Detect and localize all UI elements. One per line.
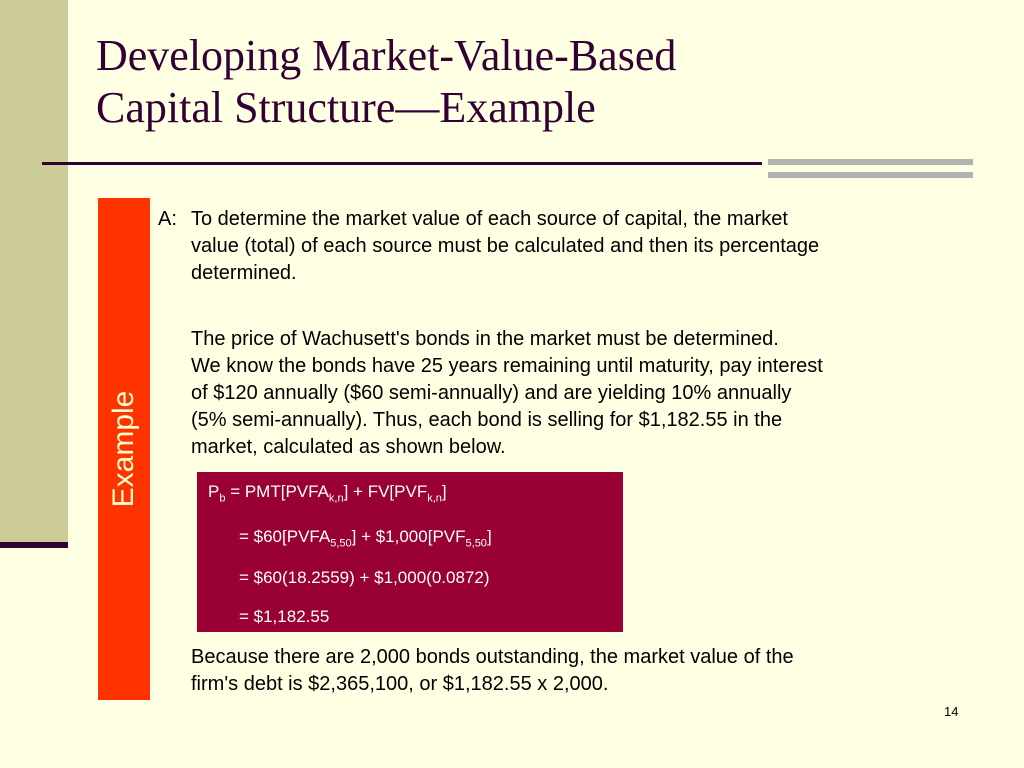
formula-line-1-end: ] (441, 482, 447, 501)
bond-price-formula-box (197, 472, 623, 632)
paragraph-b-line-1: The price of Wachusett's bonds in the market must be determined. (191, 328, 779, 350)
decorative-bar-top (768, 159, 973, 165)
title-rule (42, 162, 762, 165)
title-line-2: Capital Structure—Example (96, 83, 596, 132)
formula-line-1-sub-1: k,n (328, 492, 344, 505)
title-line-1: Developing Market-Value-Based (96, 31, 677, 80)
formula-line-1-eq: = PMT[PVFA (225, 482, 329, 501)
decorative-bar-bottom (768, 172, 973, 178)
paragraph-b-line-4: (5% semi-annually). Thus, each bond is selling for $1,182.55 in the (191, 409, 783, 431)
formula-line-2-sub-1: 5,50 (330, 537, 352, 550)
example-side-tab (98, 198, 150, 700)
formula-p-subscript: b (219, 492, 226, 505)
paragraph-a-line-1: To determine the market value of each source of capital, the market (191, 208, 788, 230)
formula-line-4: = $1,182.55 (239, 607, 330, 626)
sidebar-bar (0, 0, 68, 542)
paragraph-a-line-2: value (total) of each source must be calculated and then its percentage (191, 235, 820, 257)
formula-line-1-sub-2: k,n (427, 492, 442, 505)
formula-line-2-end: ] (486, 527, 492, 546)
paragraph-b-line-2: We know the bonds have 25 years remaining until maturity, pay interest (191, 355, 823, 377)
formula-line-1-mid: ] + FV[PVF (343, 482, 428, 501)
formula-p: P (208, 482, 220, 501)
page-number: 14 (944, 704, 959, 719)
paragraph-a-line-3: determined. (191, 262, 297, 284)
paragraph-c-line-1: Because there are 2,000 bonds outstanding, the market value of the (191, 646, 794, 668)
formula-line-3: = $60(18.2559) + $1,000(0.0872) (239, 568, 490, 587)
paragraph-a-marker: A: (158, 208, 177, 230)
formula-line-2-sub-2: 5,50 (465, 537, 487, 550)
paragraph-c (191, 644, 981, 698)
formula-line-1 (208, 482, 447, 505)
formula-line-2 (239, 527, 492, 550)
formula-line-2-a: = $60[PVFA (239, 527, 331, 546)
paragraph-c-line-2: firm's debt is $2,365,100, or $1,182.55 x 2,000. (191, 673, 609, 695)
paragraph-b (191, 326, 1011, 461)
example-tab-label: Example (107, 390, 140, 508)
paragraph-a (158, 206, 1008, 287)
paragraph-b-line-5: market, calculated as shown below. (191, 436, 506, 458)
sidebar-rule (0, 542, 68, 548)
formula-line-2-mid: ] + $1,000[PVF (351, 527, 466, 546)
slide-title (96, 30, 676, 134)
paragraph-b-line-3: of $120 annually ($60 semi-annually) and are yielding 10% annually (191, 382, 792, 404)
